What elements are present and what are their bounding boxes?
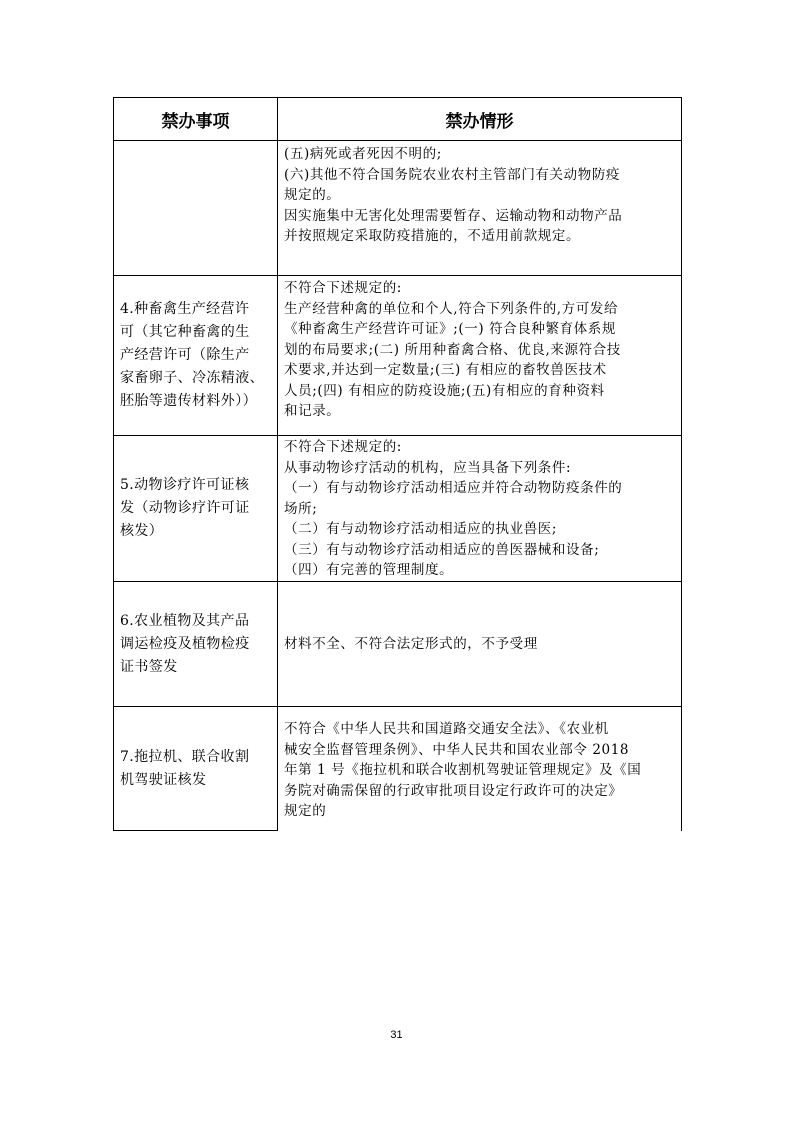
situation-cell bbox=[278, 582, 682, 707]
situation-line: 术要求,并达到一定数量;(三) 有相应的畜牧兽医技术 bbox=[284, 362, 607, 378]
item-line: 6.农业植物及其产品 bbox=[120, 612, 250, 629]
situation-cell bbox=[278, 141, 682, 276]
page-number: 31 bbox=[390, 1029, 403, 1041]
prohibited-items-table bbox=[113, 97, 682, 831]
item-line: 胚胎等遗传材料外）） bbox=[120, 393, 257, 409]
item-line: 调运检疫及植物检疫 bbox=[120, 635, 250, 652]
item-line: 产经营许可（除生产 bbox=[120, 347, 250, 363]
situation-cell bbox=[278, 707, 682, 831]
item-cell bbox=[114, 276, 278, 436]
situation-line: 《种畜禽生产经营许可证》;(一) 符合良种繁育体系规 bbox=[284, 321, 616, 337]
situation-line: (六)其他不符合国务院农业农村主管部门有关动物防疫 bbox=[284, 166, 621, 183]
situation-line: 并按照规定采取防疫措施的，不适用前款规定。 bbox=[284, 228, 581, 244]
table-row bbox=[114, 141, 682, 276]
item-line: 可（其它种畜禽的生 bbox=[120, 324, 250, 340]
situation-line: （二）有与动物诊疗活动相适应的执业兽医; bbox=[284, 521, 558, 537]
situation-line: 年第 1 号《拖拉机和联合收割机驾驶证管理规定》及《国 bbox=[284, 762, 642, 778]
item-line: 证书签发 bbox=[120, 658, 178, 675]
situation-line: 不符合下述规定的: bbox=[284, 439, 402, 455]
table-row bbox=[114, 276, 682, 436]
item-line: 4.种畜禽生产经营许 bbox=[120, 301, 250, 317]
situation-line: 和记录。 bbox=[284, 403, 341, 419]
item-cell bbox=[114, 582, 278, 707]
situation-line: 从事动物诊疗活动的机构，应当具备下列条件: bbox=[284, 459, 572, 476]
situation-line: 规定的。 bbox=[284, 187, 341, 203]
situation-line: 材料不全、不符合法定形式的，不予受理 bbox=[284, 635, 538, 652]
situation-line: 人员;(四) 有相应的防疫设施;(五)有相应的育种资料 bbox=[284, 382, 605, 399]
item-line: 核发） bbox=[120, 523, 164, 539]
situation-line: （一）有与动物诊疗活动相适应并符合动物防疫条件的 bbox=[284, 480, 623, 496]
situation-line: 因实施集中无害化处理需要暂存、运输动物和动物产品 bbox=[284, 207, 623, 224]
situation-cell bbox=[278, 276, 682, 436]
item-line: 家畜卵子、冷冻精液、 bbox=[120, 370, 264, 386]
item-line: 7.拖拉机、联合收割 bbox=[120, 748, 250, 765]
header-prohibited-situation: 禁办情形 bbox=[278, 98, 682, 141]
item-line: 机驾驶证核发 bbox=[120, 771, 207, 788]
table-row bbox=[114, 707, 682, 831]
item-line: 发（动物诊疗许可证 bbox=[120, 500, 250, 516]
table-header-row bbox=[114, 98, 682, 141]
situation-line: 场所; bbox=[284, 500, 318, 517]
item-line: 5.动物诊疗许可证核 bbox=[120, 477, 250, 493]
table-row bbox=[114, 436, 682, 582]
situation-line: （三）有与动物诊疗活动相适应的兽医器械和设备; bbox=[284, 541, 600, 558]
situation-line: 划的布局要求;(二) 所用种畜禽合格、优良,来源符合技 bbox=[284, 341, 621, 358]
item-cell bbox=[114, 141, 278, 276]
item-cell bbox=[114, 707, 278, 831]
situation-line: 生产经营种禽的单位和个人,符合下列条件的,方可发给 bbox=[284, 300, 619, 317]
situation-line: 不符合下述规定的: bbox=[284, 280, 402, 296]
item-cell bbox=[114, 436, 278, 582]
situation-line: 规定的 bbox=[284, 803, 327, 819]
situation-line: 不符合《中华人民共和国道路交通安全法》、《农业机 bbox=[284, 721, 609, 737]
table-row bbox=[114, 582, 682, 707]
situation-line: (五)病死或者死因不明的; bbox=[284, 146, 442, 162]
situation-cell bbox=[278, 436, 682, 582]
situation-line: （四）有完善的管理制度。 bbox=[284, 562, 454, 578]
header-prohibited-item: 禁办事项 bbox=[114, 98, 278, 141]
situation-line: 务院对确需保留的行政审批项目设定行政许可的决定》 bbox=[284, 782, 623, 799]
situation-line: 械安全监督管理条例》、中华人民共和国农业部令 2018 bbox=[284, 741, 630, 758]
